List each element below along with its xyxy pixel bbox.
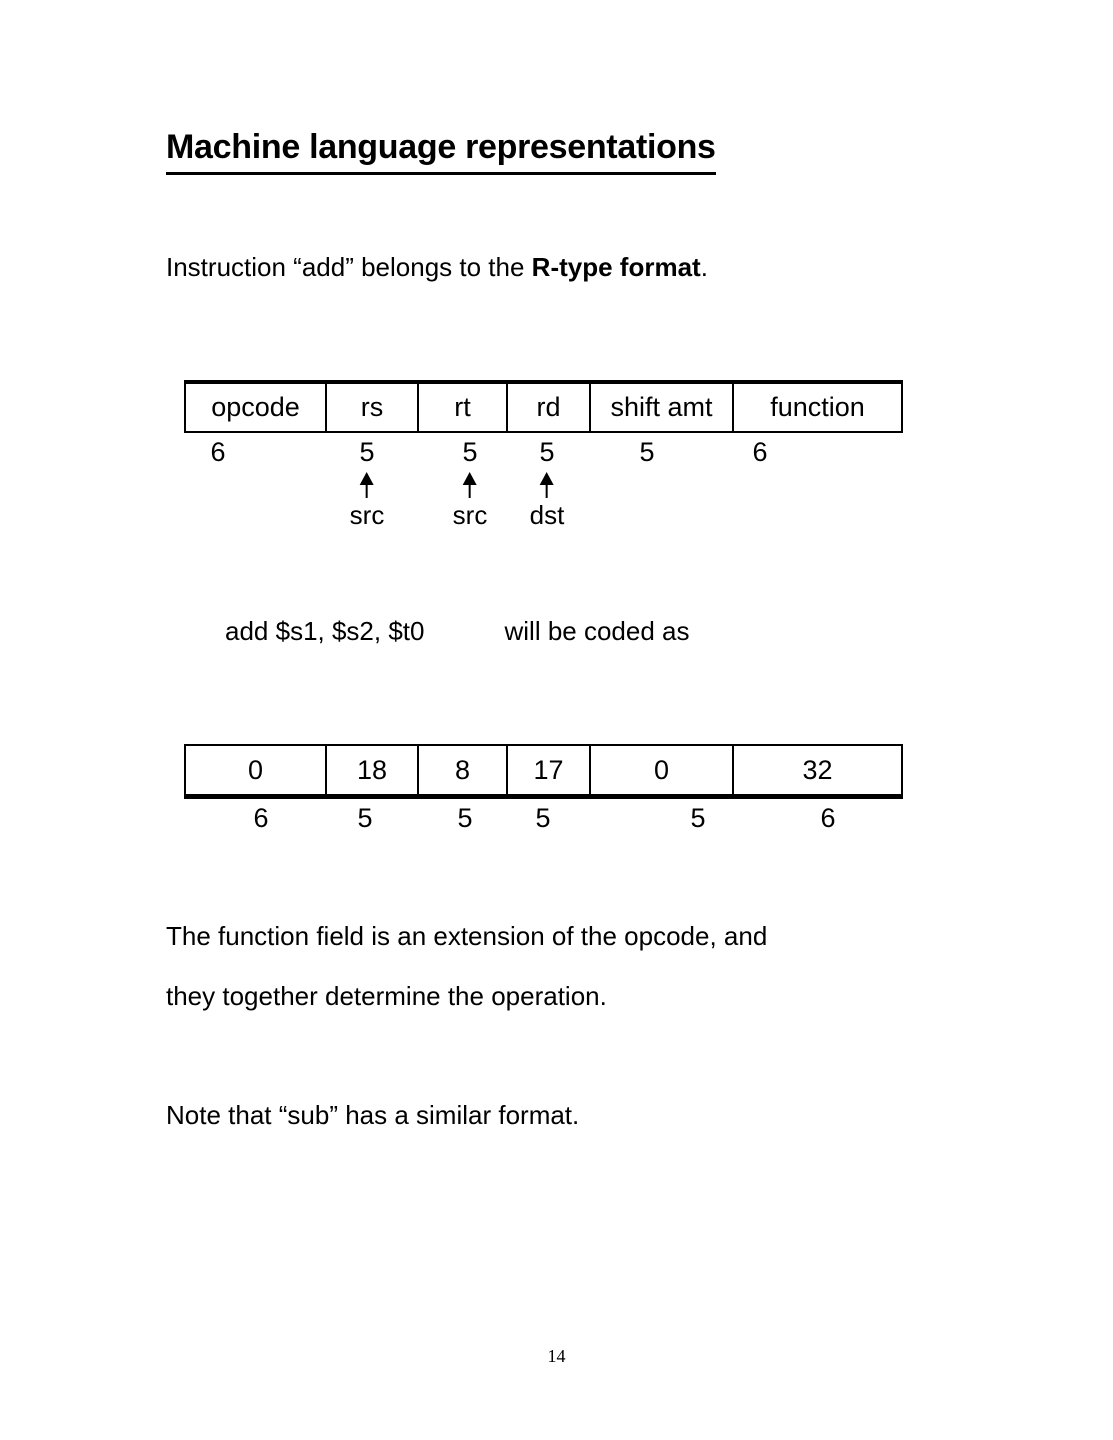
intro-text: Instruction “add” belongs to the xyxy=(166,252,532,282)
format-cell-rd: rd xyxy=(508,384,591,431)
intro-bold-text: R-type format xyxy=(531,252,701,282)
format-cell-rs: rs xyxy=(327,384,419,431)
encoded-cell-rs: 18 xyxy=(327,746,419,794)
annotation-label: src xyxy=(349,500,385,530)
encoded-cell-rt: 8 xyxy=(419,746,508,794)
format-cell-rt: rt xyxy=(419,384,508,431)
bitwidth-shift-amt: 5 xyxy=(690,803,706,833)
annotation-label: dst xyxy=(529,500,565,530)
bitwidth-rd: 5 xyxy=(539,437,555,467)
example-instruction-line xyxy=(225,616,689,647)
format-bitwidths-row xyxy=(184,437,903,471)
bitwidth-shift-amt: 5 xyxy=(639,437,655,467)
up-arrow-stem xyxy=(469,485,471,498)
rtype-format-table xyxy=(184,380,903,433)
encoded-cell-shift-amt: 0 xyxy=(591,746,734,794)
up-arrow-icon xyxy=(540,472,554,485)
up-arrow-stem xyxy=(546,485,548,498)
bitwidth-rt: 5 xyxy=(457,803,473,833)
encoded-bitwidths-row xyxy=(184,803,903,837)
page-number: 14 xyxy=(547,1346,566,1366)
format-cell-shift-amt: shift amt xyxy=(591,384,734,431)
annotation-rd xyxy=(530,472,565,531)
annotation-rs xyxy=(350,472,385,531)
bitwidth-function: 6 xyxy=(752,437,768,467)
format-cell-function: function xyxy=(770,392,865,422)
annotation-rt xyxy=(453,472,488,531)
encoded-cell-rd: 17 xyxy=(508,746,591,794)
up-arrow-icon xyxy=(360,472,374,485)
bitwidth-opcode: 6 xyxy=(210,437,226,467)
encoded-cell-opcode: 0 xyxy=(186,746,327,794)
note-paragraph: Note that “sub” has a similar format. xyxy=(166,1100,580,1130)
bitwidth-rs: 5 xyxy=(357,803,373,833)
up-arrow-stem xyxy=(366,485,368,498)
format-cell-opcode: opcode xyxy=(186,384,327,431)
bitwidth-function: 6 xyxy=(820,803,836,833)
example-instruction: add $s1, $s2, $t0 xyxy=(225,616,425,646)
body-paragraph-line1: The function field is an extension of the opcode, and xyxy=(166,921,768,951)
bitwidth-opcode: 6 xyxy=(253,803,269,833)
up-arrow-icon xyxy=(463,472,477,485)
encoded-values-table xyxy=(184,744,903,799)
bitwidth-rt: 5 xyxy=(462,437,478,467)
annotation-label: src xyxy=(452,500,488,530)
encoded-cell-function: 32 xyxy=(802,754,833,785)
page-title: Machine language representations xyxy=(166,128,716,175)
bitwidth-rs: 5 xyxy=(359,437,375,467)
bitwidth-rd: 5 xyxy=(535,803,551,833)
body-paragraph-line2: they together determine the operation. xyxy=(166,981,607,1011)
intro-period: . xyxy=(700,252,708,282)
field-annotations xyxy=(184,472,903,542)
intro-paragraph xyxy=(166,252,708,283)
example-caption: will be coded as xyxy=(504,616,690,646)
